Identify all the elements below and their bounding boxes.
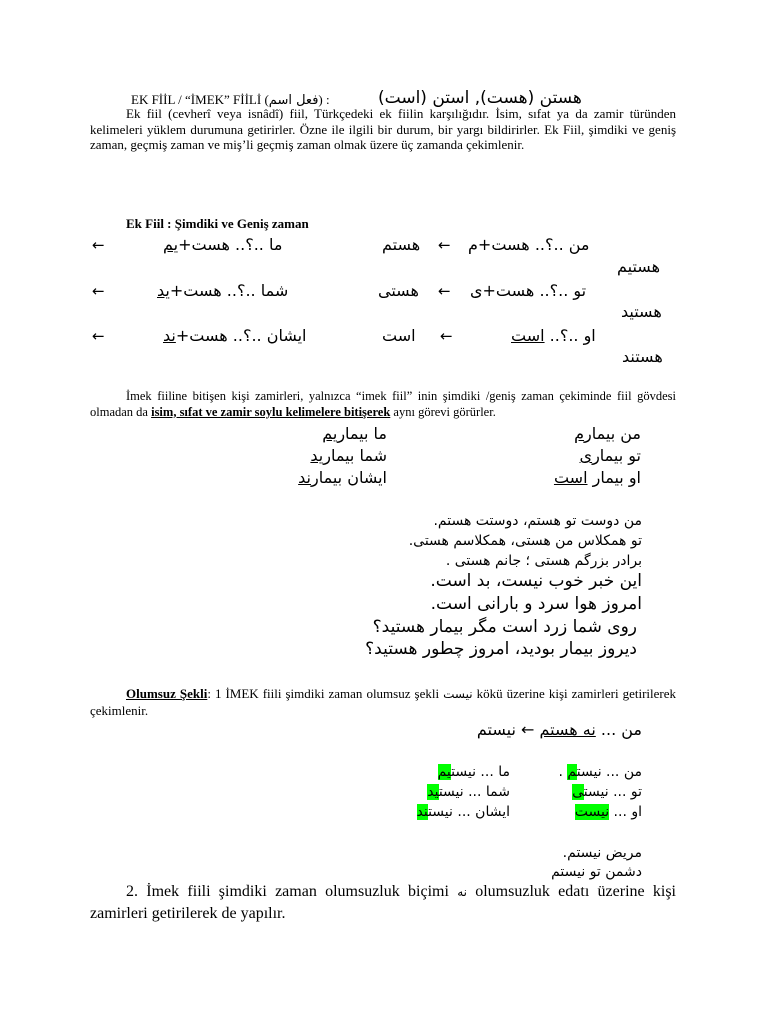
arrow-icon: ←	[92, 236, 105, 254]
imek-note-paragraph: İmek fiiline bitişen kişi zamirleri, yalnızca “imek fiil” inin şimdiki /geniş zaman çekiminde fiil gövdesi olmadan da isim, sıfat ve zamir soylu kelimelere bitişerek aynı görevi görürler.	[90, 389, 676, 419]
example-plural: شما بیمارید	[310, 446, 387, 465]
example-sentence: برادر بزرگم هستی ؛ جانم هستی .	[445, 553, 642, 569]
example-sentence: روی شما زرد است مگر بیمار هستید؟	[372, 617, 637, 637]
plural-result: هستند	[622, 347, 663, 366]
plural-result: هستیم	[617, 257, 661, 276]
singular-result: هستی	[378, 281, 419, 300]
plural-conjugation: شما ..؟.. هست+ید	[157, 281, 289, 300]
section-heading: Ek Fiil : Şimdiki ve Geniş zaman	[126, 216, 309, 231]
negative-heading: Olumsuz Şekli	[126, 686, 208, 701]
plural-conjugation: ایشان ..؟.. هست+ند	[163, 326, 307, 345]
singular-conjugation: من ..؟.. هست+م	[468, 235, 590, 254]
negative-singular: او ... نیست	[574, 804, 642, 820]
negative-example: دشمن تو نیستم	[551, 864, 642, 880]
negative-plural: ما ... نیستیم	[437, 764, 510, 780]
singular-conjugation: تو ..؟.. هست+ی	[470, 281, 587, 300]
example-singular: تو بیماری	[579, 446, 641, 465]
example-sentence: تو همکلاس من هستی، همکلاسم هستی.	[408, 533, 642, 549]
plural-conjugation: ما ..؟.. هست+یم	[163, 235, 283, 254]
arrow-icon: ←	[438, 282, 451, 300]
singular-result: هستم	[382, 235, 421, 254]
negative-plural: شما ... نیستید	[427, 784, 510, 800]
footer-paragraph: 2. İmek fiili şimdiki zaman olumsuzluk biçimi نه olumsuzluk edatı üzerine kişi zamirleri getirilerek de yapılır.	[90, 883, 677, 922]
arrow-icon: ←	[92, 327, 105, 345]
plural-result: هستید	[621, 302, 662, 321]
arrow-icon: ←	[440, 327, 453, 345]
example-sentence: امروز هوا سرد و بارانی است.	[430, 594, 642, 614]
example-sentence: این خبر خوب نیست، بد است.	[430, 571, 642, 591]
page-title: EK FİİL / “İMEK” FİİLİ (فعل اسم) :	[131, 92, 330, 108]
singular-conjugation: او ..؟.. است	[511, 326, 596, 345]
example-singular: من بیمارم	[574, 424, 641, 443]
example-singular: او بیمار است	[553, 468, 641, 487]
negative-singular: تو ... نیستی	[572, 784, 642, 800]
example-sentence: دیروز بیمار بودید، امروز چطور هستید؟	[365, 639, 637, 659]
arrow-icon: ←	[92, 282, 105, 300]
example-sentence: من دوست تو هستم، دوستت هستم.	[433, 513, 642, 529]
negative-singular: من ... نیستم .	[558, 764, 642, 780]
singular-result: است	[382, 326, 416, 345]
arrow-icon: ←	[438, 236, 451, 254]
intro-paragraph: Ek fiil (cevherî veya isnâdî) fiil, Türkçedeki ek fiilin karşılığıdır. İsim, sıfat ya da zamir türünden kelimeleri yüklem durumuna getirirler. Özne ile ilgili bir durum, bir yargı bildirirler. Ek Fiil, şimdiki ve geniş zaman, geçmiş zaman ve miş’li geçmiş zaman olmak üzere üç zamanda çekimlenir.	[90, 106, 676, 152]
negative-formula: من ... نه هستم ← نیستم	[476, 720, 642, 739]
example-plural: ایشان بیمارند	[298, 468, 387, 487]
example-plural: ما بیماریم	[322, 424, 387, 443]
negative-plural: ایشان ... نیستند	[416, 804, 510, 820]
negative-paragraph: Olumsuz Şekli: 1 İMEK fiili şimdiki zaman olumsuz şekli نیست kökü üzerine kişi zamirleri getirilerek çekimlenir.	[90, 686, 676, 718]
negative-example: مریض نیستم.	[562, 845, 642, 861]
title-persian-verbs: هستن (هست), استن (است)	[378, 88, 582, 108]
